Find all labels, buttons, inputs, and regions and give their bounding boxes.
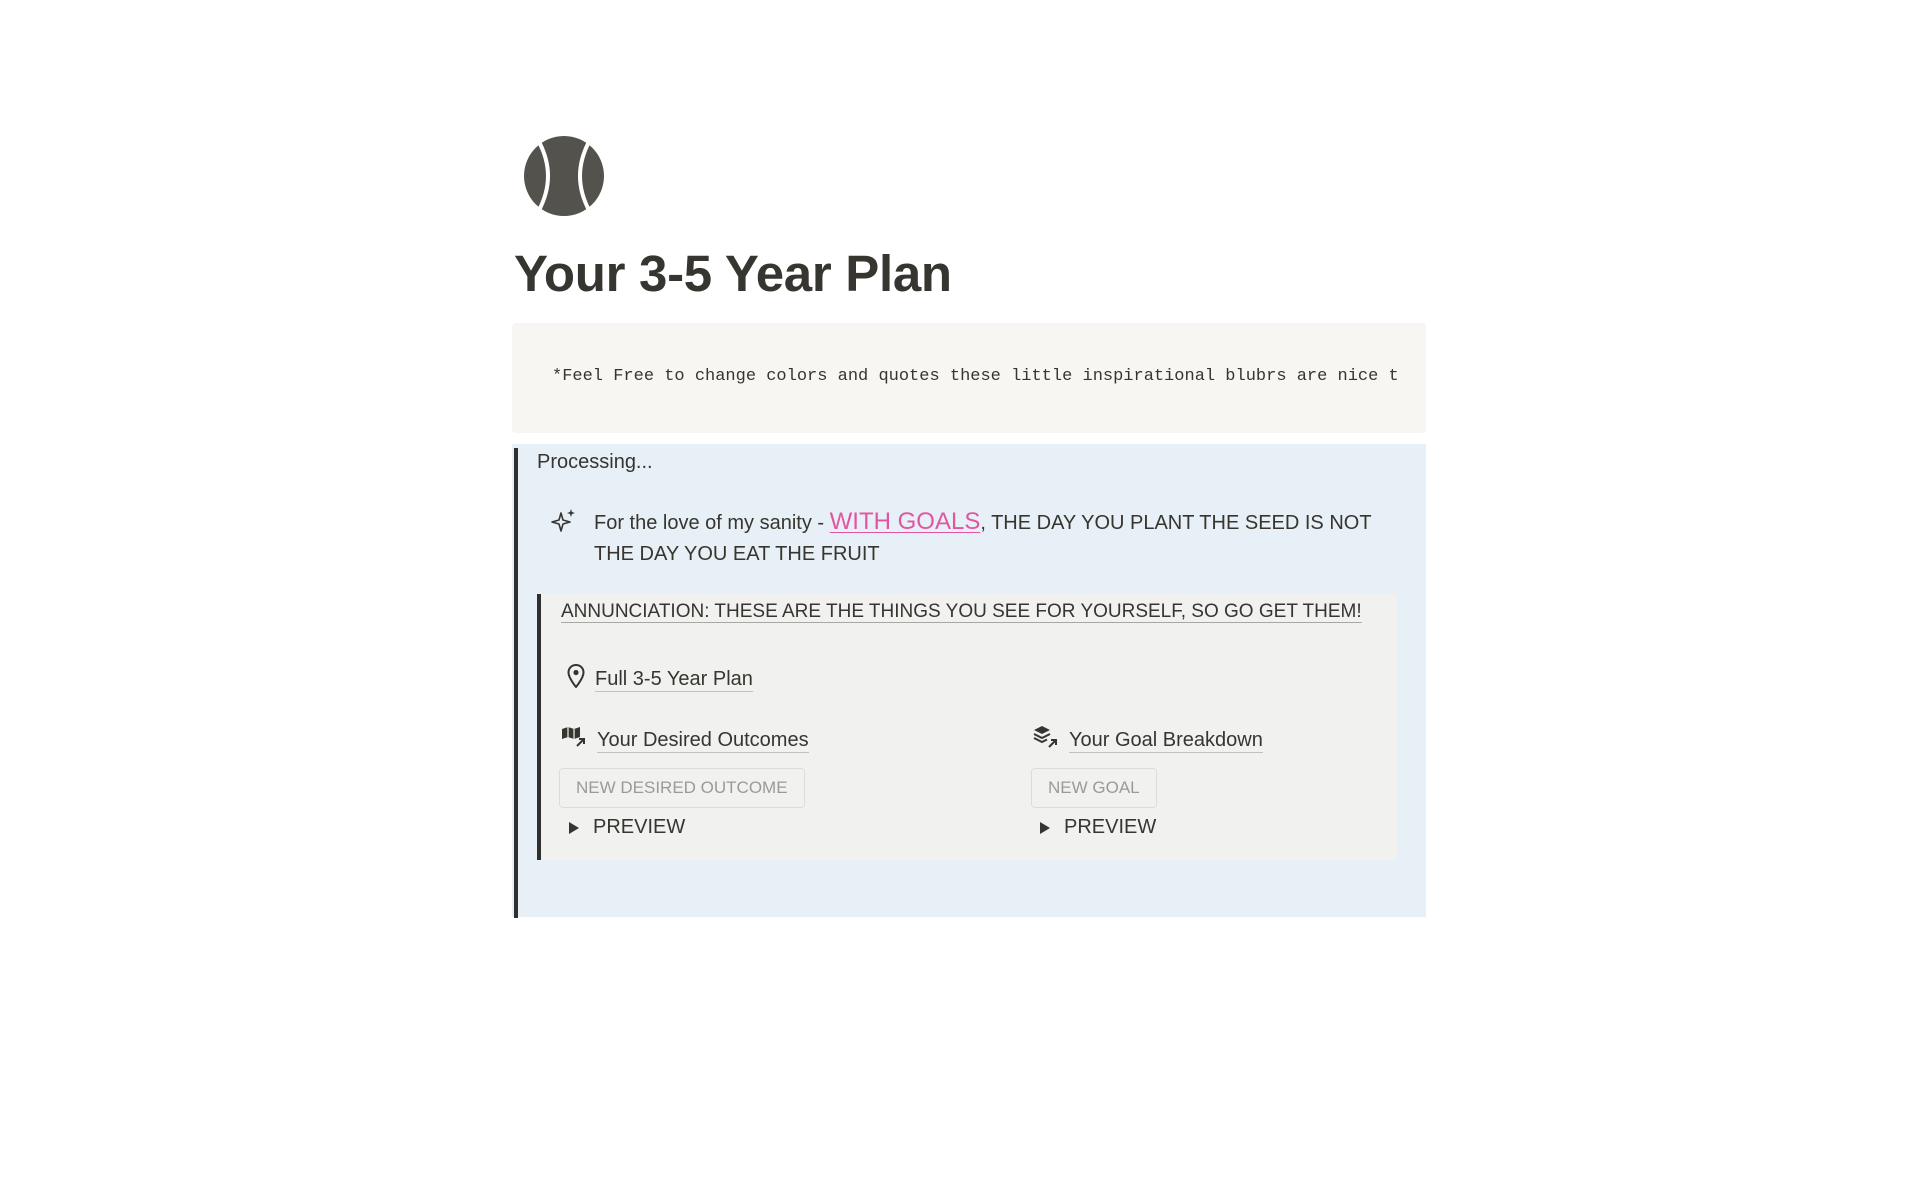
quote-prefix: For the love of my sanity -	[594, 512, 830, 534]
map-arrow-icon	[561, 725, 587, 755]
outcomes-preview-toggle[interactable]	[569, 816, 685, 839]
preview-label: PREVIEW	[593, 816, 686, 838]
desired-outcomes-link[interactable]	[561, 725, 809, 755]
full-plan-label: Full 3-5 Year Plan	[595, 667, 753, 690]
goal-breakdown-label: Your Goal Breakdown	[1069, 728, 1263, 751]
new-desired-outcome-button[interactable]: NEW DESIRED OUTCOME	[559, 768, 805, 808]
code-text: *Feel Free to change colors and quotes these little inspirational blubrs are nice t	[552, 367, 1399, 386]
tennis-ball-icon[interactable]	[524, 136, 604, 216]
goal-breakdown-link[interactable]	[1033, 725, 1263, 755]
page-title[interactable]: Your 3-5 Year Plan	[514, 245, 952, 302]
quote-text	[594, 506, 1394, 570]
code-block[interactable]	[512, 323, 1426, 433]
processing-status: Processing...	[537, 451, 653, 473]
with-goals-link[interactable]: WITH GOALS	[829, 508, 981, 535]
full-plan-link[interactable]	[567, 664, 753, 694]
map-pin-icon	[567, 664, 585, 694]
callout	[512, 444, 1426, 917]
quote-suffix: , THE DAY YOU PLANT THE SEED IS NOT THE DAY YOU EAT THE FRUIT	[594, 512, 1372, 565]
desired-outcomes-label: Your Desired Outcomes	[597, 728, 809, 751]
toggle-triangle-icon	[1040, 822, 1050, 834]
callout-border	[514, 448, 518, 918]
inner-callout-border	[537, 594, 541, 860]
toggle-triangle-icon	[569, 822, 579, 834]
stack-arrow-icon	[1033, 725, 1059, 755]
annunciation-callout	[537, 594, 1397, 860]
goals-preview-toggle[interactable]	[1040, 816, 1156, 839]
annunciation-heading[interactable]: ANNUNCIATION: THESE ARE THE THINGS YOU SEE FOR YOURSELF, SO GO GET THEM!	[561, 601, 1362, 622]
new-goal-button[interactable]: NEW GOAL	[1031, 768, 1157, 808]
sparkle-icon	[551, 508, 577, 534]
preview-label: PREVIEW	[1064, 816, 1157, 838]
